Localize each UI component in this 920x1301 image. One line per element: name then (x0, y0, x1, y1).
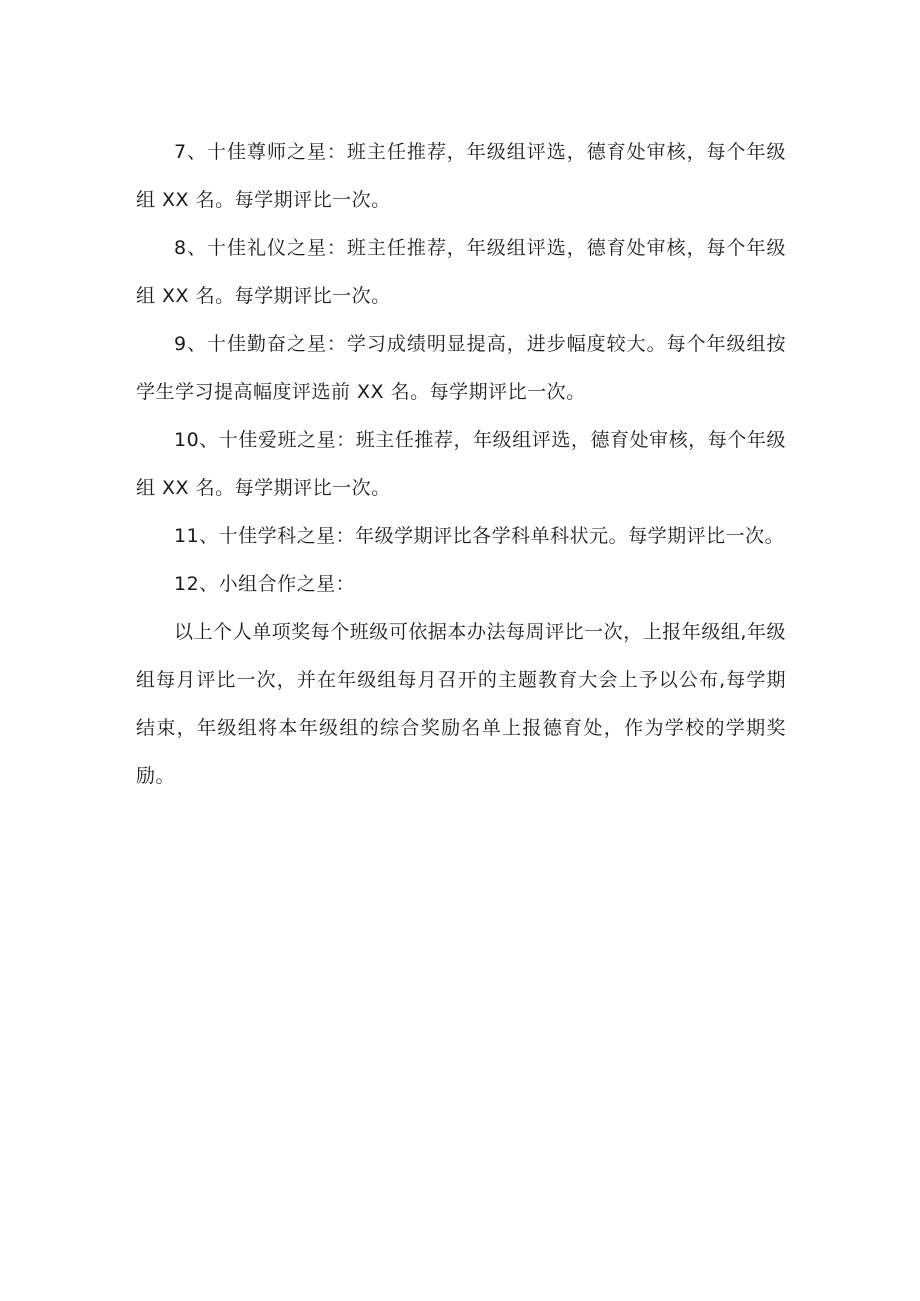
paragraph-item-11: 11、十佳学科之星：年级学期评比各学科单科状元。每学期评比一次。 (174, 525, 785, 547)
paragraph-item-10: 10、十佳爱班之星：班主任推荐，年级组评选，德育处审核，每个年级组 XX 名。每学期评比一次。 (136, 429, 786, 499)
document-body (136, 128, 786, 800)
paragraph-item-7: 7、十佳尊师之星：班主任推荐，年级组评选，德育处审核，每个年级组 XX 名。每学期评比一次。 (136, 141, 786, 211)
paragraph-item-9: 9、十佳勤奋之星：学习成绩明显提高，进步幅度较大。每个年级组按学生学习提高幅度评选前 XX 名。每学期评比一次。 (136, 333, 786, 403)
paragraph-item-12: 12、小组合作之星： (174, 573, 356, 595)
paragraph-item-8: 8、十佳礼仪之星：班主任推荐，年级组评选，德育处审核，每个年级组 XX 名。每学期评比一次。 (136, 237, 786, 307)
paragraph-summary: 以上个人单项奖每个班级可依据本办法每周评比一次，上报年级组,年级组每月评比一次，并在年级组每月召开的主题教育大会上予以公布,每学期结束，年级组将本年级组的综合奖励名单上报德育处，作为学校的学期奖励。 (136, 621, 786, 787)
